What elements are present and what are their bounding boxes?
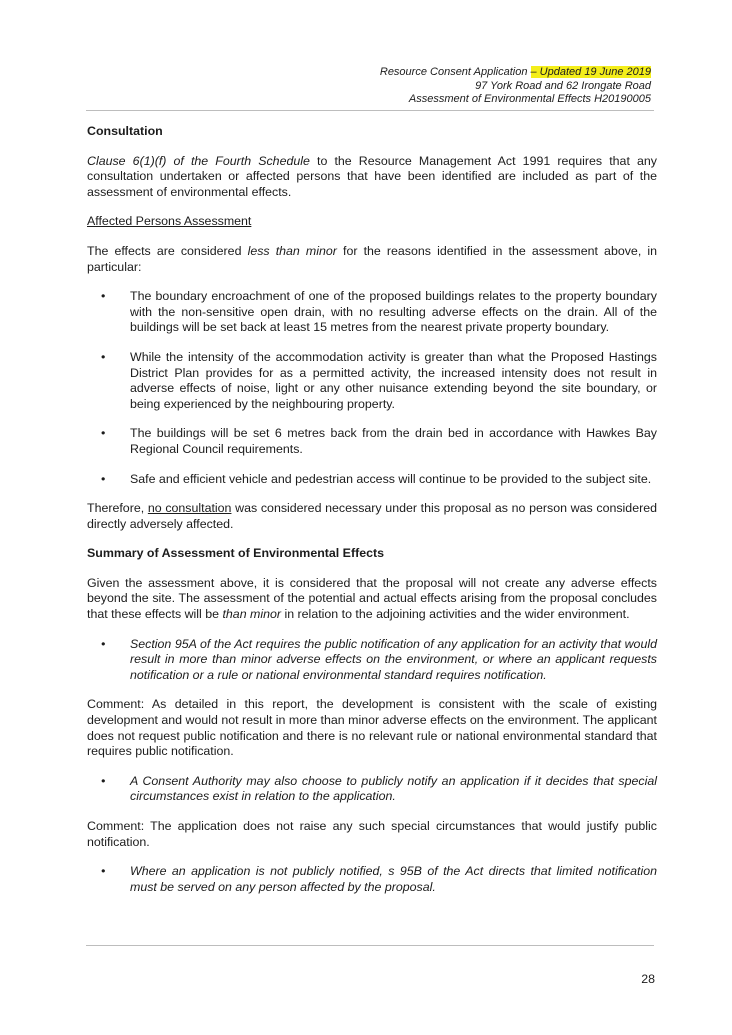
list-item: • Where an application is not publicly notified, s 95B of the Act directs that limited notification must be served on any person affected by the proposal. — [101, 864, 657, 894]
comment-paragraph-1: Comment: As detailed in this report, the development is consistent with the scale of existing development and would not result in more than minor adverse effects on the environment. The applicant does not request public notification and there is no relevant rule or national environmental standard that requires public notification. — [87, 697, 657, 759]
section-95a-list — [87, 637, 657, 684]
bullet-glyph: • — [101, 426, 106, 441]
bullet-glyph: • — [101, 289, 106, 304]
affected-intro: The effects are considered less than minor for the reasons identified in the assessment above, in particular: — [87, 243, 658, 274]
bullet-glyph: • — [101, 773, 106, 788]
list-item: • Section 95A of the Act requires the public notification of any application for an activity that would result in more than minor adverse effects on the environment, or where an applicant requests notification or a rule or national environmental standard requires notification. — [101, 636, 657, 682]
document-body — [87, 124, 657, 895]
header-rule — [86, 110, 654, 111]
header-line-3: Assessment of Environmental Effects H20190005 — [408, 93, 651, 105]
header-title: Resource Consent Application — [379, 66, 531, 78]
page-number: 28 — [641, 972, 655, 986]
header-line-2: 97 York Road and 62 Irongate Road — [475, 79, 651, 92]
list-item: • The boundary encroachment of one of the proposed buildings relates to the property boundary with the non-sensitive open drain, with no resulting adverse effects on the drain. All of the buildings will be set back at least 15 metres from the nearest private property boundary. — [101, 289, 657, 335]
therefore-paragraph: Therefore, no consultation was considered necessary under this proposal as no person was considered directly adversely affected. — [87, 501, 657, 531]
footer-rule — [86, 945, 654, 946]
section-95b-list — [87, 864, 657, 895]
list-item: • The buildings will be set 6 metres back from the drain bed in accordance with Hawkes Bay Regional Council requirements. — [101, 426, 657, 456]
consultation-intro: Clause 6(1)(f) of the Fourth Schedule to the Resource Management Act 1991 requires that any consultation undertaken or affected persons that have been identified are included as part of the assessment of environmental effects. — [87, 153, 657, 199]
summary-heading: Summary of Assessment of Environmental Effects — [87, 546, 384, 561]
summary-paragraph: Given the assessment above, it is considered that the proposal will not create any adverse effects beyond the site. The assessment of the potential and actual effects arising from the proposal concludes that these effects will be than minor in relation to the adjoining activities and the wider environment. — [87, 575, 657, 622]
list-item: • A Consent Authority may also choose to publicly notify an application if it decides that special circumstances exist in relation to the application. — [101, 773, 657, 804]
header-line-1 — [380, 66, 651, 80]
list-item: • Safe and efficient vehicle and pedestrian access will continue to be provided to the subject site. — [101, 471, 652, 486]
bullet-glyph: • — [101, 864, 106, 879]
bullet-glyph: • — [101, 636, 106, 651]
affected-bullet-list — [87, 289, 657, 487]
bullet-glyph: • — [101, 471, 106, 486]
consultation-heading: Consultation — [87, 124, 163, 138]
list-item: • While the intensity of the accommodation activity is greater than what the Proposed Hastings District Plan provides for as a permitted activity, the increased intensity does not result in adverse effects of noise, light or any other nuisance extending beyond the site boundary, or being experienced by the neighbouring property. — [101, 349, 657, 411]
affected-persons-subheading: Affected Persons Assessment — [87, 214, 252, 229]
header-update-highlight: – Updated 19 June 2019 — [530, 66, 651, 78]
consent-authority-list — [87, 774, 657, 805]
bullet-glyph: • — [101, 349, 106, 364]
document-header — [380, 66, 651, 107]
comment-paragraph-2: Comment: The application does not raise any such special circumstances that would justify public notification. — [87, 819, 657, 849]
